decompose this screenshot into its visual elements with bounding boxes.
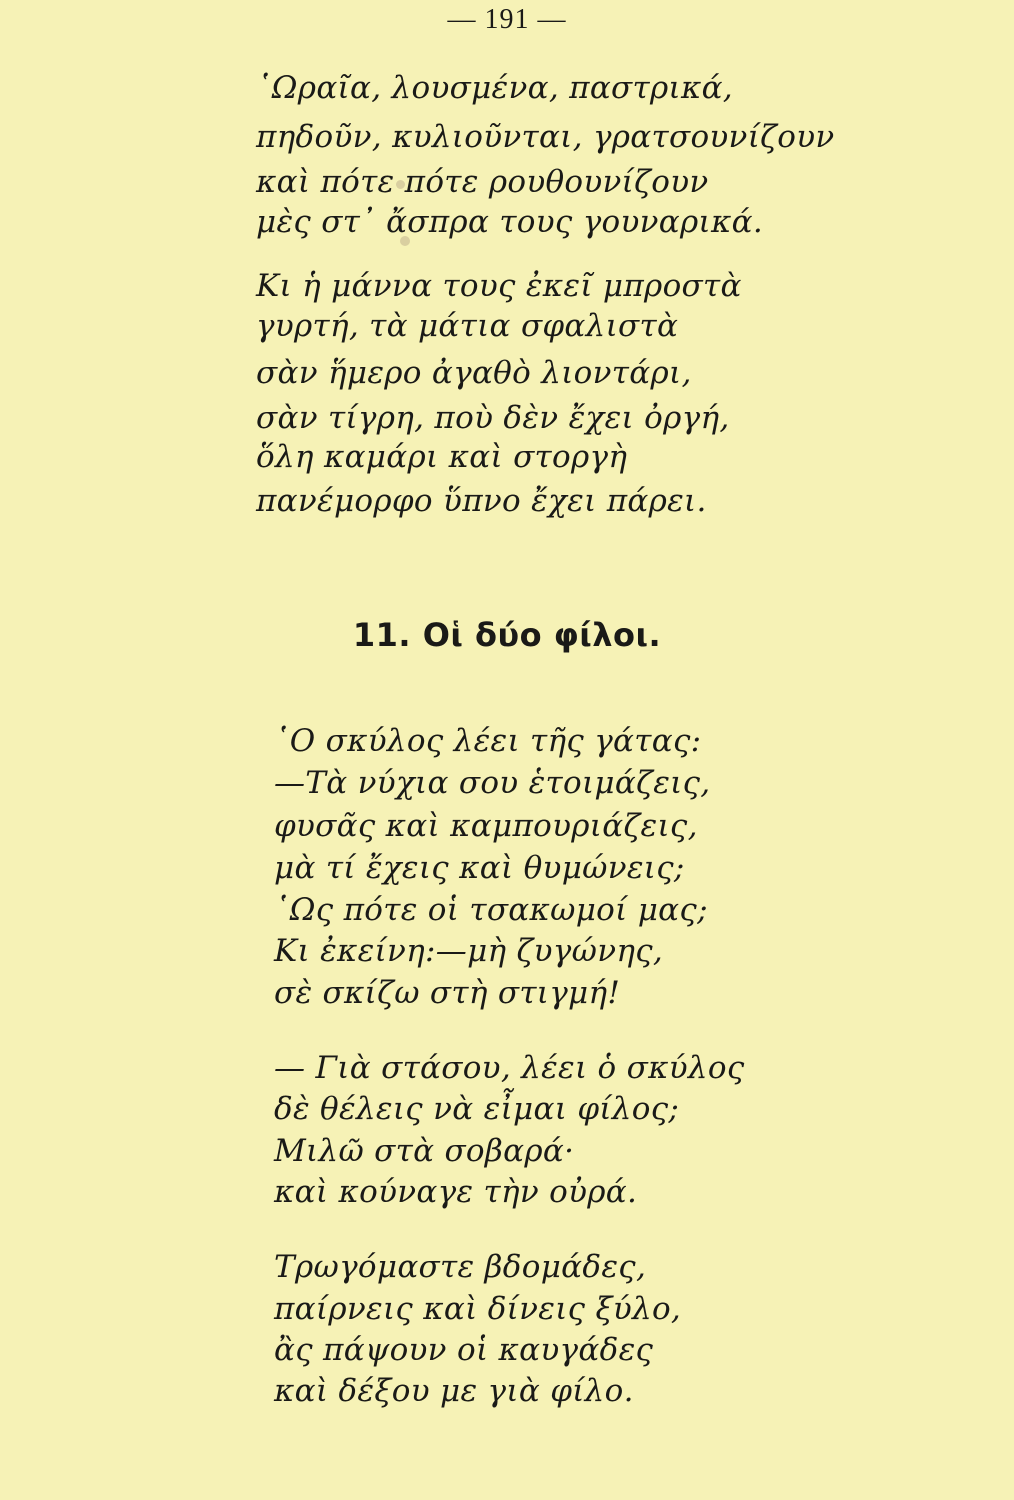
verse-line: φυσᾶς καὶ καμπουριάζεις, (274, 808, 698, 844)
verse-line: πηδοῦν, κυλιοῦνται, γρατσουνίζουν (256, 119, 835, 155)
verse-line: σὲ σκίζω στὴ στιγμή! (274, 975, 621, 1011)
verse-line: γυρτή, τὰ μάτια σφαλιστὰ (256, 308, 679, 344)
verse-line: μὰ τί ἔχεις καὶ θυμώνεις; (274, 850, 685, 886)
verse-line: ῾Ο σκύλος λέει τῆς γάτας: (274, 723, 702, 759)
verse-line: καὶ κούναγε τὴν οὐρά. (274, 1174, 638, 1210)
verse-line: πανέμορφο ὕπνο ἔχει πάρει. (256, 483, 707, 519)
verse-line: Τρωγόμαστε βδομάδες, (274, 1249, 647, 1285)
verse-line: σὰν τίγρη, ποὺ δὲν ἔχει ὀργή, (256, 400, 730, 436)
verse-line: ἂς πάψουν οἱ καυγάδες (274, 1332, 654, 1368)
verse-line: — Γιὰ στάσου, λέει ὁ σκύλος (274, 1050, 745, 1086)
verse-line: μὲς στ᾽ ἄσπρα τους γουναρικά. (256, 204, 764, 240)
verse-line: σὰν ἥμερο ἀγαθὸ λιοντάρι, (256, 355, 692, 391)
verse-line: ῾Ωραῖα, λουσμένα, παστρικά, (256, 70, 733, 106)
verse-line: δὲ θέλεις νὰ εἶμαι φίλος; (274, 1091, 680, 1127)
page-number: — 191 — (447, 4, 567, 35)
verse-line: —Τὰ νύχια σου ἑτοιμάζεις, (274, 765, 711, 801)
verse-line: καὶ δέξου με γιὰ φίλο. (274, 1373, 634, 1409)
verse-line: ῾Ως πότε οἱ τσακωμοί μας; (274, 892, 708, 928)
verse-line: Κι ἐκείνη:—μὴ ζυγώνης, (274, 933, 664, 969)
verse-line: παίρνεις καὶ δίνεις ξύλο, (274, 1291, 682, 1327)
verse-line: Μιλῶ στὰ σοβαρά· (274, 1133, 575, 1169)
verse-line: ὅλη καμάρι καὶ στοργὴ (256, 439, 628, 475)
verse-line: καὶ πότε πότε ρουθουνίζουν (256, 164, 709, 200)
section-title: 11. Οἱ δύο φίλοι. (352, 616, 662, 654)
verse-line: Κι ἡ μάννα τους ἐκεῖ μπροστὰ (256, 268, 742, 304)
